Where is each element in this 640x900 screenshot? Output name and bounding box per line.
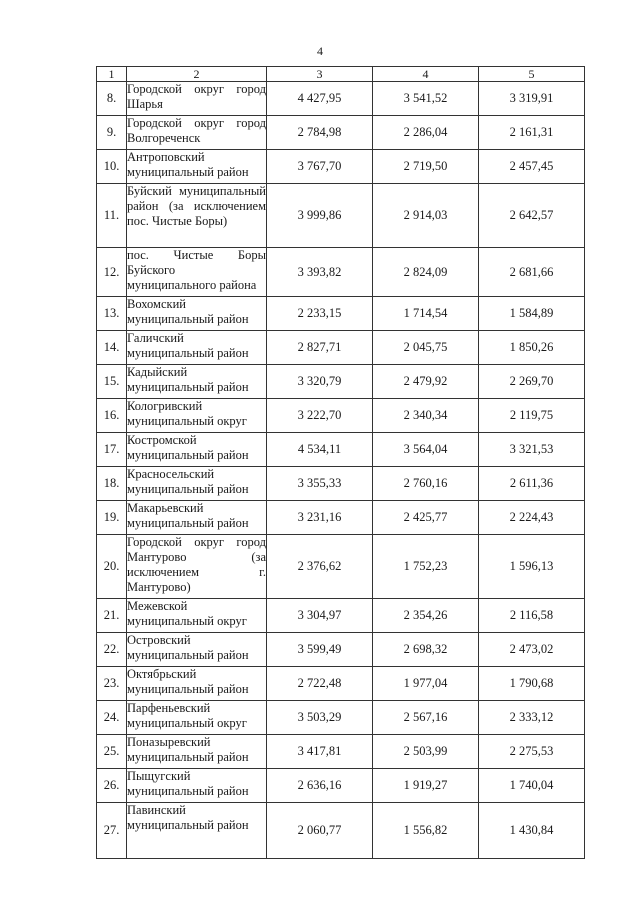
value-col-5: 2 269,70 bbox=[479, 365, 585, 399]
row-number: 24. bbox=[97, 701, 127, 735]
value-col-5: 1 740,04 bbox=[479, 769, 585, 803]
value-col-5: 1 850,26 bbox=[479, 331, 585, 365]
value-col-3: 2 722,48 bbox=[267, 667, 373, 701]
header-row bbox=[97, 67, 585, 82]
page-number: 4 bbox=[317, 44, 323, 58]
row-number: 20. bbox=[97, 535, 127, 599]
value-col-3: 2 784,98 bbox=[267, 116, 373, 150]
value-col-3: 3 304,97 bbox=[267, 599, 373, 633]
value-col-3: 3 320,79 bbox=[267, 365, 373, 399]
value-col-4: 3 541,52 bbox=[373, 82, 479, 116]
column-header: 2 bbox=[127, 67, 267, 82]
territory-name: Галичский муниципальный район bbox=[127, 331, 267, 365]
table-row bbox=[97, 331, 585, 365]
table-row bbox=[97, 184, 585, 248]
value-col-5: 1 596,13 bbox=[479, 535, 585, 599]
value-col-3: 3 599,49 bbox=[267, 633, 373, 667]
value-col-4: 1 556,82 bbox=[373, 803, 479, 859]
table-row bbox=[97, 150, 585, 184]
value-col-5: 2 116,58 bbox=[479, 599, 585, 633]
territory-name: Поназыревский муниципальный район bbox=[127, 735, 267, 769]
value-col-3: 3 393,82 bbox=[267, 248, 373, 297]
value-col-5: 1 790,68 bbox=[479, 667, 585, 701]
value-col-3: 3 222,70 bbox=[267, 399, 373, 433]
row-number: 16. bbox=[97, 399, 127, 433]
column-header: 3 bbox=[267, 67, 373, 82]
row-number: 21. bbox=[97, 599, 127, 633]
territory-name: Антроповский муниципальный район bbox=[127, 150, 267, 184]
territory-name: пос. Чистые Боры Буйского муниципального района bbox=[127, 248, 267, 297]
value-col-5: 2 119,75 bbox=[479, 399, 585, 433]
value-col-4: 2 824,09 bbox=[373, 248, 479, 297]
value-col-4: 2 760,16 bbox=[373, 467, 479, 501]
value-col-5: 2 161,31 bbox=[479, 116, 585, 150]
column-header: 5 bbox=[479, 67, 585, 82]
territory-name: Кологривский муниципальный округ bbox=[127, 399, 267, 433]
value-col-5: 1 430,84 bbox=[479, 803, 585, 859]
territory-name: Городской округ город Волгореченск bbox=[127, 116, 267, 150]
row-number: 26. bbox=[97, 769, 127, 803]
table-row bbox=[97, 399, 585, 433]
value-col-3: 2 233,15 bbox=[267, 297, 373, 331]
territory-name: Буйский муниципальный район (за исключением пос. Чистые Боры) bbox=[127, 184, 267, 248]
row-number: 15. bbox=[97, 365, 127, 399]
value-col-5: 2 224,43 bbox=[479, 501, 585, 535]
value-col-5: 3 321,53 bbox=[479, 433, 585, 467]
table-row bbox=[97, 667, 585, 701]
table-row bbox=[97, 297, 585, 331]
value-col-5: 2 473,02 bbox=[479, 633, 585, 667]
table-row bbox=[97, 769, 585, 803]
territory-name: Павинский муниципальный район bbox=[127, 803, 267, 859]
value-col-5: 2 642,57 bbox=[479, 184, 585, 248]
value-col-4: 2 286,04 bbox=[373, 116, 479, 150]
table-row bbox=[97, 467, 585, 501]
value-col-4: 2 045,75 bbox=[373, 331, 479, 365]
territory-name: Островский муниципальный район bbox=[127, 633, 267, 667]
value-col-4: 1 977,04 bbox=[373, 667, 479, 701]
value-col-5: 2 275,53 bbox=[479, 735, 585, 769]
table-row bbox=[97, 735, 585, 769]
value-col-5: 2 611,36 bbox=[479, 467, 585, 501]
column-header: 1 bbox=[97, 67, 127, 82]
value-col-4: 2 354,26 bbox=[373, 599, 479, 633]
row-number: 13. bbox=[97, 297, 127, 331]
territory-name: Межевской муниципальный округ bbox=[127, 599, 267, 633]
territory-name: Городской округ город Шарья bbox=[127, 82, 267, 116]
value-col-5: 2 333,12 bbox=[479, 701, 585, 735]
value-col-3: 2 636,16 bbox=[267, 769, 373, 803]
value-col-4: 2 340,34 bbox=[373, 399, 479, 433]
table-body bbox=[97, 82, 585, 859]
value-col-3: 4 427,95 bbox=[267, 82, 373, 116]
row-number: 10. bbox=[97, 150, 127, 184]
table-row bbox=[97, 599, 585, 633]
row-number: 14. bbox=[97, 331, 127, 365]
value-col-4: 2 914,03 bbox=[373, 184, 479, 248]
value-col-4: 1 714,54 bbox=[373, 297, 479, 331]
value-col-3: 2 060,77 bbox=[267, 803, 373, 859]
value-col-5: 2 457,45 bbox=[479, 150, 585, 184]
table-row bbox=[97, 803, 585, 859]
value-col-3: 2 827,71 bbox=[267, 331, 373, 365]
row-number: 17. bbox=[97, 433, 127, 467]
value-col-4: 2 479,92 bbox=[373, 365, 479, 399]
value-col-4: 1 919,27 bbox=[373, 769, 479, 803]
territory-name: Красносельский муниципальный район bbox=[127, 467, 267, 501]
value-col-4: 2 567,16 bbox=[373, 701, 479, 735]
value-col-3: 4 534,11 bbox=[267, 433, 373, 467]
territory-name: Парфеньевский муниципальный округ bbox=[127, 701, 267, 735]
table-row bbox=[97, 433, 585, 467]
value-col-4: 2 503,99 bbox=[373, 735, 479, 769]
value-col-4: 3 564,04 bbox=[373, 433, 479, 467]
territory-name: Октябрьский муниципальный район bbox=[127, 667, 267, 701]
table-row bbox=[97, 701, 585, 735]
row-number: 25. bbox=[97, 735, 127, 769]
table-row bbox=[97, 501, 585, 535]
table-row bbox=[97, 535, 585, 599]
value-col-4: 1 752,23 bbox=[373, 535, 479, 599]
value-col-3: 3 503,29 bbox=[267, 701, 373, 735]
value-col-5: 2 681,66 bbox=[479, 248, 585, 297]
table-row bbox=[97, 116, 585, 150]
row-number: 22. bbox=[97, 633, 127, 667]
value-col-3: 3 999,86 bbox=[267, 184, 373, 248]
row-number: 27. bbox=[97, 803, 127, 859]
territory-name: Вохомский муниципальный район bbox=[127, 297, 267, 331]
territory-name: Костромской муниципальный район bbox=[127, 433, 267, 467]
row-number: 18. bbox=[97, 467, 127, 501]
value-col-4: 2 698,32 bbox=[373, 633, 479, 667]
table-row bbox=[97, 82, 585, 116]
value-col-4: 2 719,50 bbox=[373, 150, 479, 184]
territory-name: Городской округ город Мантурово (за исключением г. Мантурово) bbox=[127, 535, 267, 599]
value-col-3: 3 231,16 bbox=[267, 501, 373, 535]
row-number: 23. bbox=[97, 667, 127, 701]
table-row bbox=[97, 633, 585, 667]
column-header: 4 bbox=[373, 67, 479, 82]
territory-name: Макарьевский муниципальный район bbox=[127, 501, 267, 535]
territory-name: Кадыйский муниципальный район bbox=[127, 365, 267, 399]
row-number: 9. bbox=[97, 116, 127, 150]
value-col-3: 3 355,33 bbox=[267, 467, 373, 501]
value-col-3: 3 767,70 bbox=[267, 150, 373, 184]
table-row bbox=[97, 248, 585, 297]
value-col-5: 1 584,89 bbox=[479, 297, 585, 331]
data-table bbox=[96, 66, 585, 859]
value-col-4: 2 425,77 bbox=[373, 501, 479, 535]
row-number: 11. bbox=[97, 184, 127, 248]
value-col-3: 2 376,62 bbox=[267, 535, 373, 599]
territory-name: Пыщугский муниципальный район bbox=[127, 769, 267, 803]
row-number: 8. bbox=[97, 82, 127, 116]
value-col-5: 3 319,91 bbox=[479, 82, 585, 116]
value-col-3: 3 417,81 bbox=[267, 735, 373, 769]
table-row bbox=[97, 365, 585, 399]
row-number: 12. bbox=[97, 248, 127, 297]
row-number: 19. bbox=[97, 501, 127, 535]
